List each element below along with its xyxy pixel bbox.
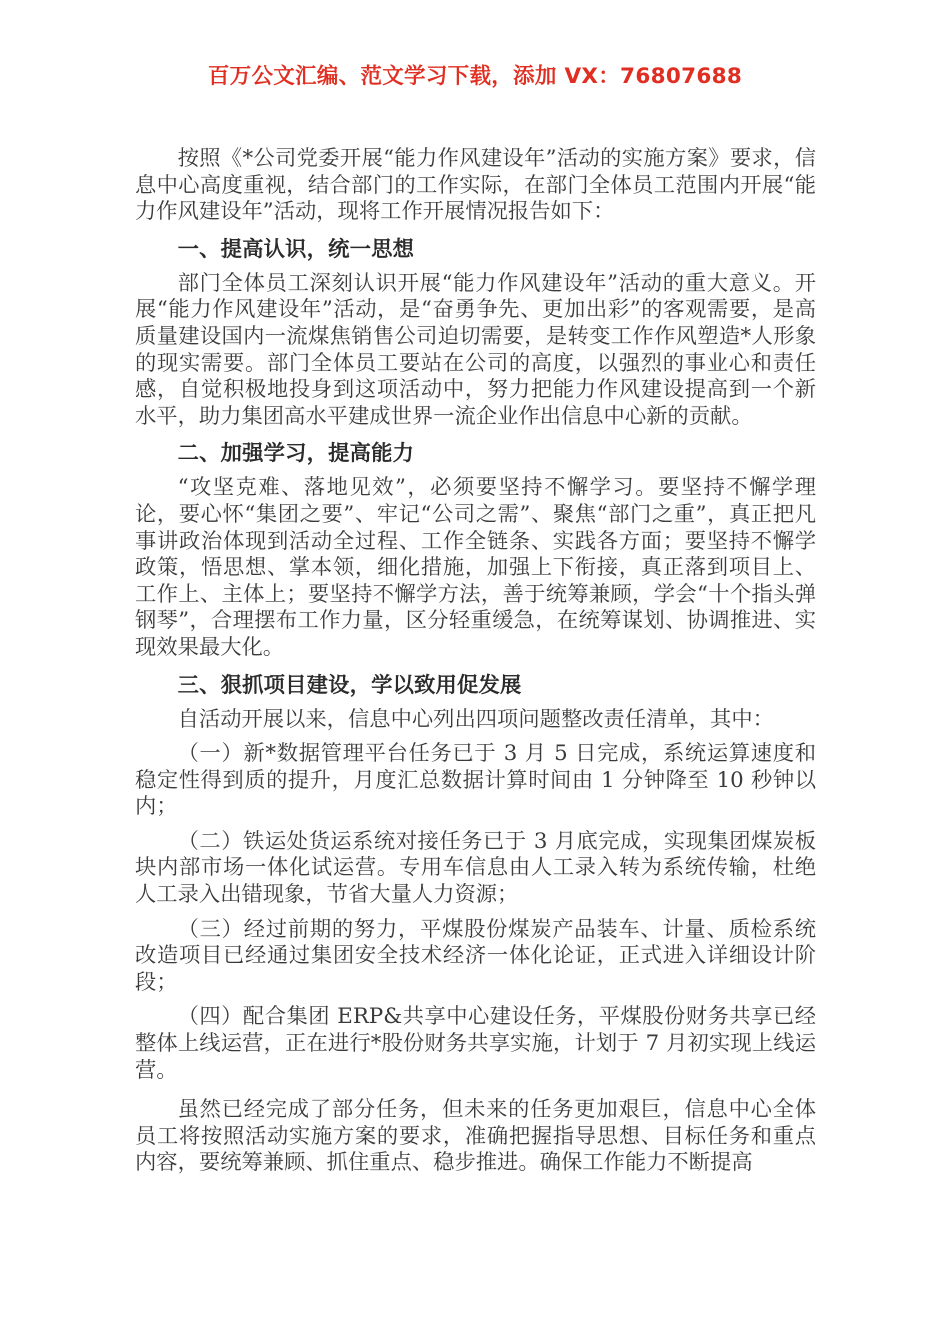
section-1-paragraph-1: 部门全体员工深刻认识开展“能力作风建设年”活动的重大意义。开展“能力作风建设年”活动，是“奋勇争先、更加出彩”的客观需要，是高质量建设国内一流煤焦销售公司迫切需要，是转变工作作风塑造*人形象的现实需要。部门全体员工要站在公司的高度，以强烈的事业心和责任感，自觉积极地投身到这项活动中，努力把能力作风建设提高到一个新水平，助力集团高水平建成世界一流企业作出信息中心新的贡献。 (135, 270, 816, 429)
closing-paragraph: 虽然已经完成了部分任务，但未来的任务更加艰巨，信息中心全体员工将按照活动实施方案的要求，准确把握指导思想、目标任务和重点内容，要统筹兼顾、抓住重点、稳步推进。确保工作能力不断提高 (135, 1097, 816, 1176)
section-2-paragraph-1: “攻坚克难、落地见效”，必须要坚持不懈学习。要坚持不懈学理论，要心怀“集团之要”、牢记“公司之需”、聚焦“部门之重”，真正把凡事讲政治体现到活动全过程、工作全链条、实践各方面；要坚持不懈学政策，悟思想、掌本领，细化措施，加强上下衔接，真正落到项目上、工作上、主体上；要坚持不懈学方法，善于统筹兼顾，学会“十个指头弹钢琴”，合理摆布工作力量，区分轻重缓急，在统筹谋划、协调推进、实现效果最大化。 (135, 475, 816, 660)
section-3-item-4: （四）配合集团 ERP&共享中心建设任务，平煤股份财务共享已经整体上线运营，正在进行*股份财务共享实施，计划于 7 月初实现上线运营。 (135, 1004, 816, 1083)
section-2-heading-block (135, 430, 816, 475)
section-2-heading: 二、加强学习，提高能力 (177, 441, 415, 467)
section-3-item-2: （二）铁运处货运系统对接任务已于 3 月底完成，实现集团煤炭板块内部市场一体化试运营。专用车信息由人工录入转为系统传输，杜绝人工录入出错现象，节省大量人力资源； (135, 828, 816, 908)
section-3-item-3: （三）经过前期的努力，平煤股份煤炭产品装车、计量、质检系统改造项目已经通过集团安全技术经济一体化论证，正式进入详细设计阶段； (135, 916, 816, 995)
paragraph-gap (135, 1084, 816, 1097)
document-body (135, 146, 816, 1177)
section-3-heading: 三、狠抓项目建设，学以致用促发展 (177, 672, 522, 698)
paragraph-gap (135, 733, 816, 741)
section-3-paragraph-1: 自活动开展以来，信息中心列出四项问题整改责任清单，其中： (177, 706, 774, 732)
paragraph-gap (135, 909, 816, 917)
section-3-item-1: （一）新*数据管理平台任务已于 3 月 5 日完成，系统运算速度和稳定性得到质的提升，月度汇总数据计算时间由 1 分钟降至 10 秒钟以内； (135, 741, 816, 820)
paragraph-gap (135, 821, 816, 829)
promo-banner-text: 百万公文汇编、范文学习下载，添加 VX：76807688 (207, 64, 743, 89)
section-3-heading-block (135, 662, 816, 707)
intro-paragraph: 按照《*公司党委开展“能力作风建设年”活动的实施方案》要求，信息中心高度重视，结合部门的工作实际，在部门全体员工范围内开展“能力作风建设年”活动，现将工作开展情况报告如下： (135, 146, 816, 225)
paragraph-gap (135, 996, 816, 1004)
section-1-heading-block (135, 226, 816, 271)
section-1-heading: 一、提高认识，统一思想 (177, 236, 415, 262)
